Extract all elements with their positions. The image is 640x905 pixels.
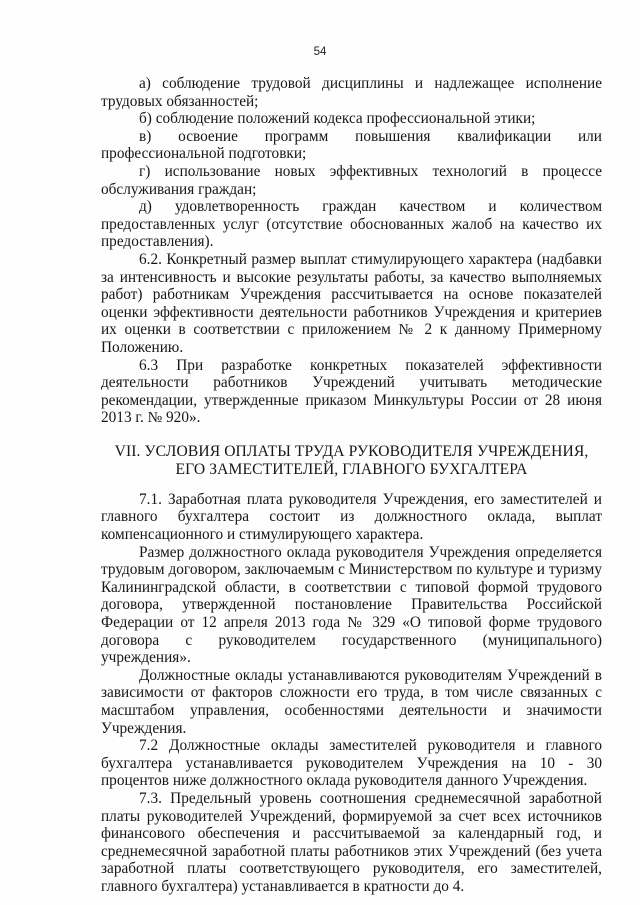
- page-number: 54: [313, 46, 327, 58]
- paragraph-item-b: б) соблюдение положений кодекса профессиональной этики;: [139, 110, 536, 128]
- paragraph-salary-factors: Должностные оклады устанавливаются руководителям Учреждений в зависимости от факторов сложности его труда, в том числе связанных с масштабом управления, особенностями деятельности и значимости Учреждения.: [101, 666, 602, 737]
- section-heading-line-2: ЕГО ЗАМЕСТИТЕЛЕЙ, ГЛАВНОГО БУХГАЛТЕРА: [175, 460, 528, 478]
- paragraph-7-2: 7.2 Должностные оклады заместителей руководителя и главного бухгалтера устанавливается руководителем Учреждения на 10 - 30 процентов ниже должностного оклада руководителя данного Учреждения.: [101, 737, 602, 790]
- paragraph-item-d: д) удовлетворенность граждан качеством и количеством предоставленных услуг (отсутствие обоснованных жалоб на качество их предоставления).: [101, 198, 602, 251]
- document-body: [101, 75, 602, 896]
- paragraph-6-2: 6.2. Конкретный размер выплат стимулирующего характера (надбавки за интенсивность и высокие результаты работы, за качество выполняемых работ) работникам Учреждения рассчитывается на основе показателей оценки эффективности деятельности работников Учреждения и критериев их оценки в соответствии с приложением № 2 к данному Примерному Положению.: [101, 250, 602, 356]
- paragraph-item-g: г) использование новых эффективных технологий в процессе обслуживания граждан;: [101, 162, 602, 198]
- paragraph-item-v: в) освоение программ повышения квалификации или профессиональной подготовки;: [101, 127, 602, 163]
- paragraph-7-3: 7.3. Предельный уровень соотношения среднемесячной заработной платы руководителей Учреждений, формируемой за счет всех источников финансового обеспечения и рассчитываемой за календарный год, и среднемесячной заработной платы работников этих Учреждений (без учета заработной платы соответствующего руководителя, его заместителей, главного бухгалтера) устанавливается в кратности до 4.: [101, 789, 602, 895]
- paragraph-6-3: 6.3 При разработке конкретных показателей эффективности деятельности работников Учреждений учитывать методические рекомендации, утвержденные приказом Минкультуры России от 28 июня 2013 г. № 920».: [101, 356, 602, 427]
- section-heading: [101, 443, 602, 479]
- section-heading-line-1: VII. УСЛОВИЯ ОПЛАТЫ ТРУДА РУКОВОДИТЕЛЯ УЧРЕЖДЕНИЯ,: [114, 442, 589, 460]
- paragraph-7-1: 7.1. Заработная плата руководителя Учреждения, его заместителей и главного бухгалтера состоит из должностного оклада, выплат компенсационного и стимулирующего характера.: [101, 490, 602, 544]
- paragraph-director-salary: Размер должностного оклада руководителя Учреждения определяется трудовым договором, заключаемым с Министерством по культуре и туризму Калининградской области, в соответствии с типовой формой трудового договора, утвержденной постановление Правительства Российской Федерации от 12 апреля 2013 года № 329 «О типовой форме трудового договора с руководителем государственного (муниципального) учреждения».: [101, 543, 602, 667]
- paragraph-item-a: а) соблюдение трудовой дисциплины и надлежащее исполнение трудовых обязанностей;: [101, 75, 602, 110]
